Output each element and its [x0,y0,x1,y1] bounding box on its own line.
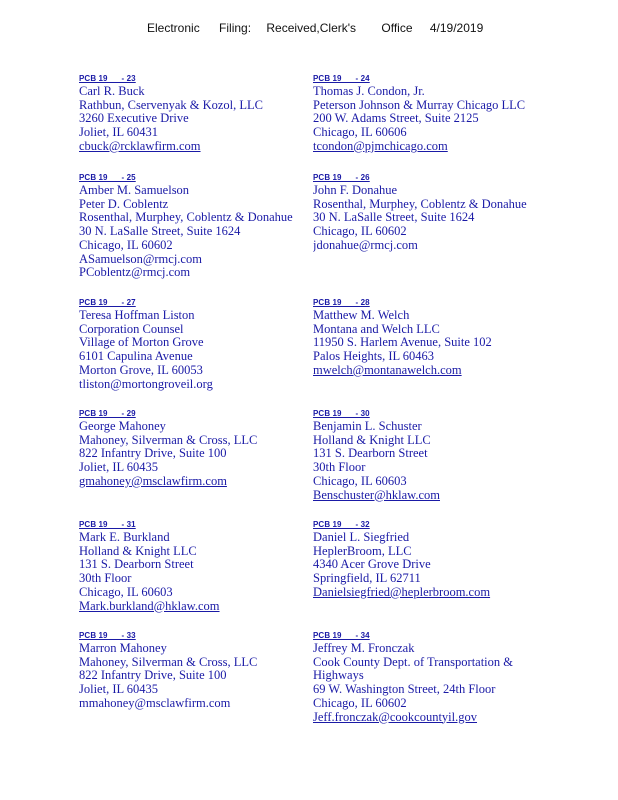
address-line: Morton Grove, IL 60053 [79,363,203,377]
email-address[interactable]: Benschuster@hklaw.com [313,488,440,502]
address-line: Springfield, IL 62711 [313,572,421,586]
address-line: 200 W. Adams Street, Suite 2125 [313,112,479,126]
email-address: ASamuelson@rmcj.com [79,252,202,266]
service-entry [313,519,553,600]
address-line: Chicago, IL 60602 [79,238,173,252]
address-line: Cook County Dept. of Transportation & [313,655,514,669]
attorney-name: Benjamin L. Schuster [313,420,422,433]
service-entry [79,297,319,391]
email-address[interactable]: Jeff.fronczak@cookcountyil.gov [313,710,478,724]
address-line: Chicago, IL 60606 [313,126,407,140]
pcb-case-number: PCB 19 - 23 [79,74,136,83]
address-line: Palos Heights, IL 60463 [313,350,435,364]
pcb-case-number: PCB 19 - 31 [79,520,136,529]
email-address: tliston@mortongroveil.org [79,377,213,391]
address-line: Joliet, IL 60435 [79,461,159,475]
address-line: Chicago, IL 60603 [79,585,173,599]
address-line: 30th Floor [313,461,366,475]
address-line: 11950 S. Harlem Avenue, Suite 102 [313,336,492,350]
address-line: Peterson Johnson & Murray Chicago LLC [313,98,526,112]
address-line: Highways [313,669,364,683]
pcb-case-number: PCB 19 - 26 [313,173,370,182]
filing-header [147,21,547,35]
attorney-name: John F. Donahue [313,184,398,197]
address-line: Rosenthal, Murphey, Coblentz & Donahue [313,197,527,211]
address-line: HeplerBroom, LLC [313,544,412,558]
email-address: jdonahue@rmcj.com [313,238,418,252]
address-line: 69 W. Washington Street, 24th Floor [313,683,496,697]
attorney-name: Amber M. Samuelson [79,184,190,197]
service-entry [313,630,553,724]
attorney-name: Thomas J. Condon, Jr. [313,85,425,98]
address-line: Holland & Knight LLC [79,544,197,558]
pcb-case-number: PCB 19 - 25 [79,173,136,182]
service-entry [79,408,319,489]
service-entry [79,519,319,613]
address-line: Montana and Welch LLC [313,322,440,336]
email-address: PCoblentz@rmcj.com [79,266,191,280]
address-line: 4340 Acer Grove Drive [313,558,431,572]
pcb-case-number: PCB 19 - 29 [79,409,136,418]
header-received-clerks: Received,Clerk's [266,21,357,35]
email-address[interactable]: cbuck@rcklawfirm.com [79,139,201,153]
service-entry [313,297,553,378]
service-entry [79,73,319,154]
attorney-name: George Mahoney [79,420,166,433]
address-line: Chicago, IL 60602 [313,696,407,710]
address-line: 131 S. Dearborn Street [313,447,428,461]
pcb-case-number: PCB 19 - 27 [79,298,136,307]
address-line: Joliet, IL 60431 [79,126,159,140]
email-address[interactable]: mwelch@montanawelch.com [313,363,462,377]
attorney-name: Teresa Hoffman Liston [79,309,195,322]
header-office: Office [381,21,413,35]
address-line: 822 Infantry Drive, Suite 100 [79,447,227,461]
address-line: 6101 Capulina Avenue [79,350,193,364]
address-line: Joliet, IL 60435 [79,683,159,697]
pcb-case-number: PCB 19 - 30 [313,409,370,418]
email-address[interactable]: Mark.burkland@hklaw.com [79,599,220,613]
address-line: Rosenthal, Murphey, Coblentz & Donahue [79,211,293,225]
service-entry [313,408,553,502]
address-line: 30 N. LaSalle Street, Suite 1624 [79,225,241,239]
attorney-name: Matthew M. Welch [313,309,410,322]
service-entry [79,630,319,711]
pcb-case-number: PCB 19 - 32 [313,520,370,529]
address-line: Chicago, IL 60603 [313,474,407,488]
pcb-case-number: PCB 19 - 24 [313,74,370,83]
attorney-name: Marron Mahoney [79,642,167,655]
attorney-name: Daniel L. Siegfried [313,531,410,544]
pcb-case-number: PCB 19 - 34 [313,631,370,640]
attorney-name: Mark E. Burkland [79,531,170,544]
address-line: 3260 Executive Drive [79,112,189,126]
email-address[interactable]: Danielsiegfried@heplerbroom.com [313,585,491,599]
header-electronic: Electronic [147,21,200,35]
address-line: Peter D. Coblentz [79,197,169,211]
address-line: Mahoney, Silverman & Cross, LLC [79,433,258,447]
header-filing: Filing: [219,21,252,35]
header-date: 4/19/2019 [429,21,484,35]
attorney-name: Jeffrey M. Fronczak [313,642,415,655]
service-entry [313,73,553,154]
attorney-name: Carl R. Buck [79,85,145,98]
address-line: 822 Infantry Drive, Suite 100 [79,669,227,683]
pcb-case-number: PCB 19 - 33 [79,631,136,640]
address-line: Mahoney, Silverman & Cross, LLC [79,655,258,669]
email-address[interactable]: gmahoney@msclawfirm.com [79,474,227,488]
address-line: 131 S. Dearborn Street [79,558,194,572]
address-line: Rathbun, Cservenyak & Kozol, LLC [79,98,263,112]
email-address: mmahoney@msclawfirm.com [79,696,231,710]
address-line: Holland & Knight LLC [313,433,431,447]
service-entry [79,172,319,280]
address-line: Corporation Counsel [79,322,184,336]
address-line: Chicago, IL 60602 [313,225,407,239]
service-entry [313,172,553,253]
address-line: Village of Morton Grove [79,336,204,350]
email-address[interactable]: tcondon@pjmchicago.com [313,139,448,153]
pcb-case-number: PCB 19 - 28 [313,298,370,307]
address-line: 30 N. LaSalle Street, Suite 1624 [313,211,475,225]
address-line: 30th Floor [79,572,132,586]
